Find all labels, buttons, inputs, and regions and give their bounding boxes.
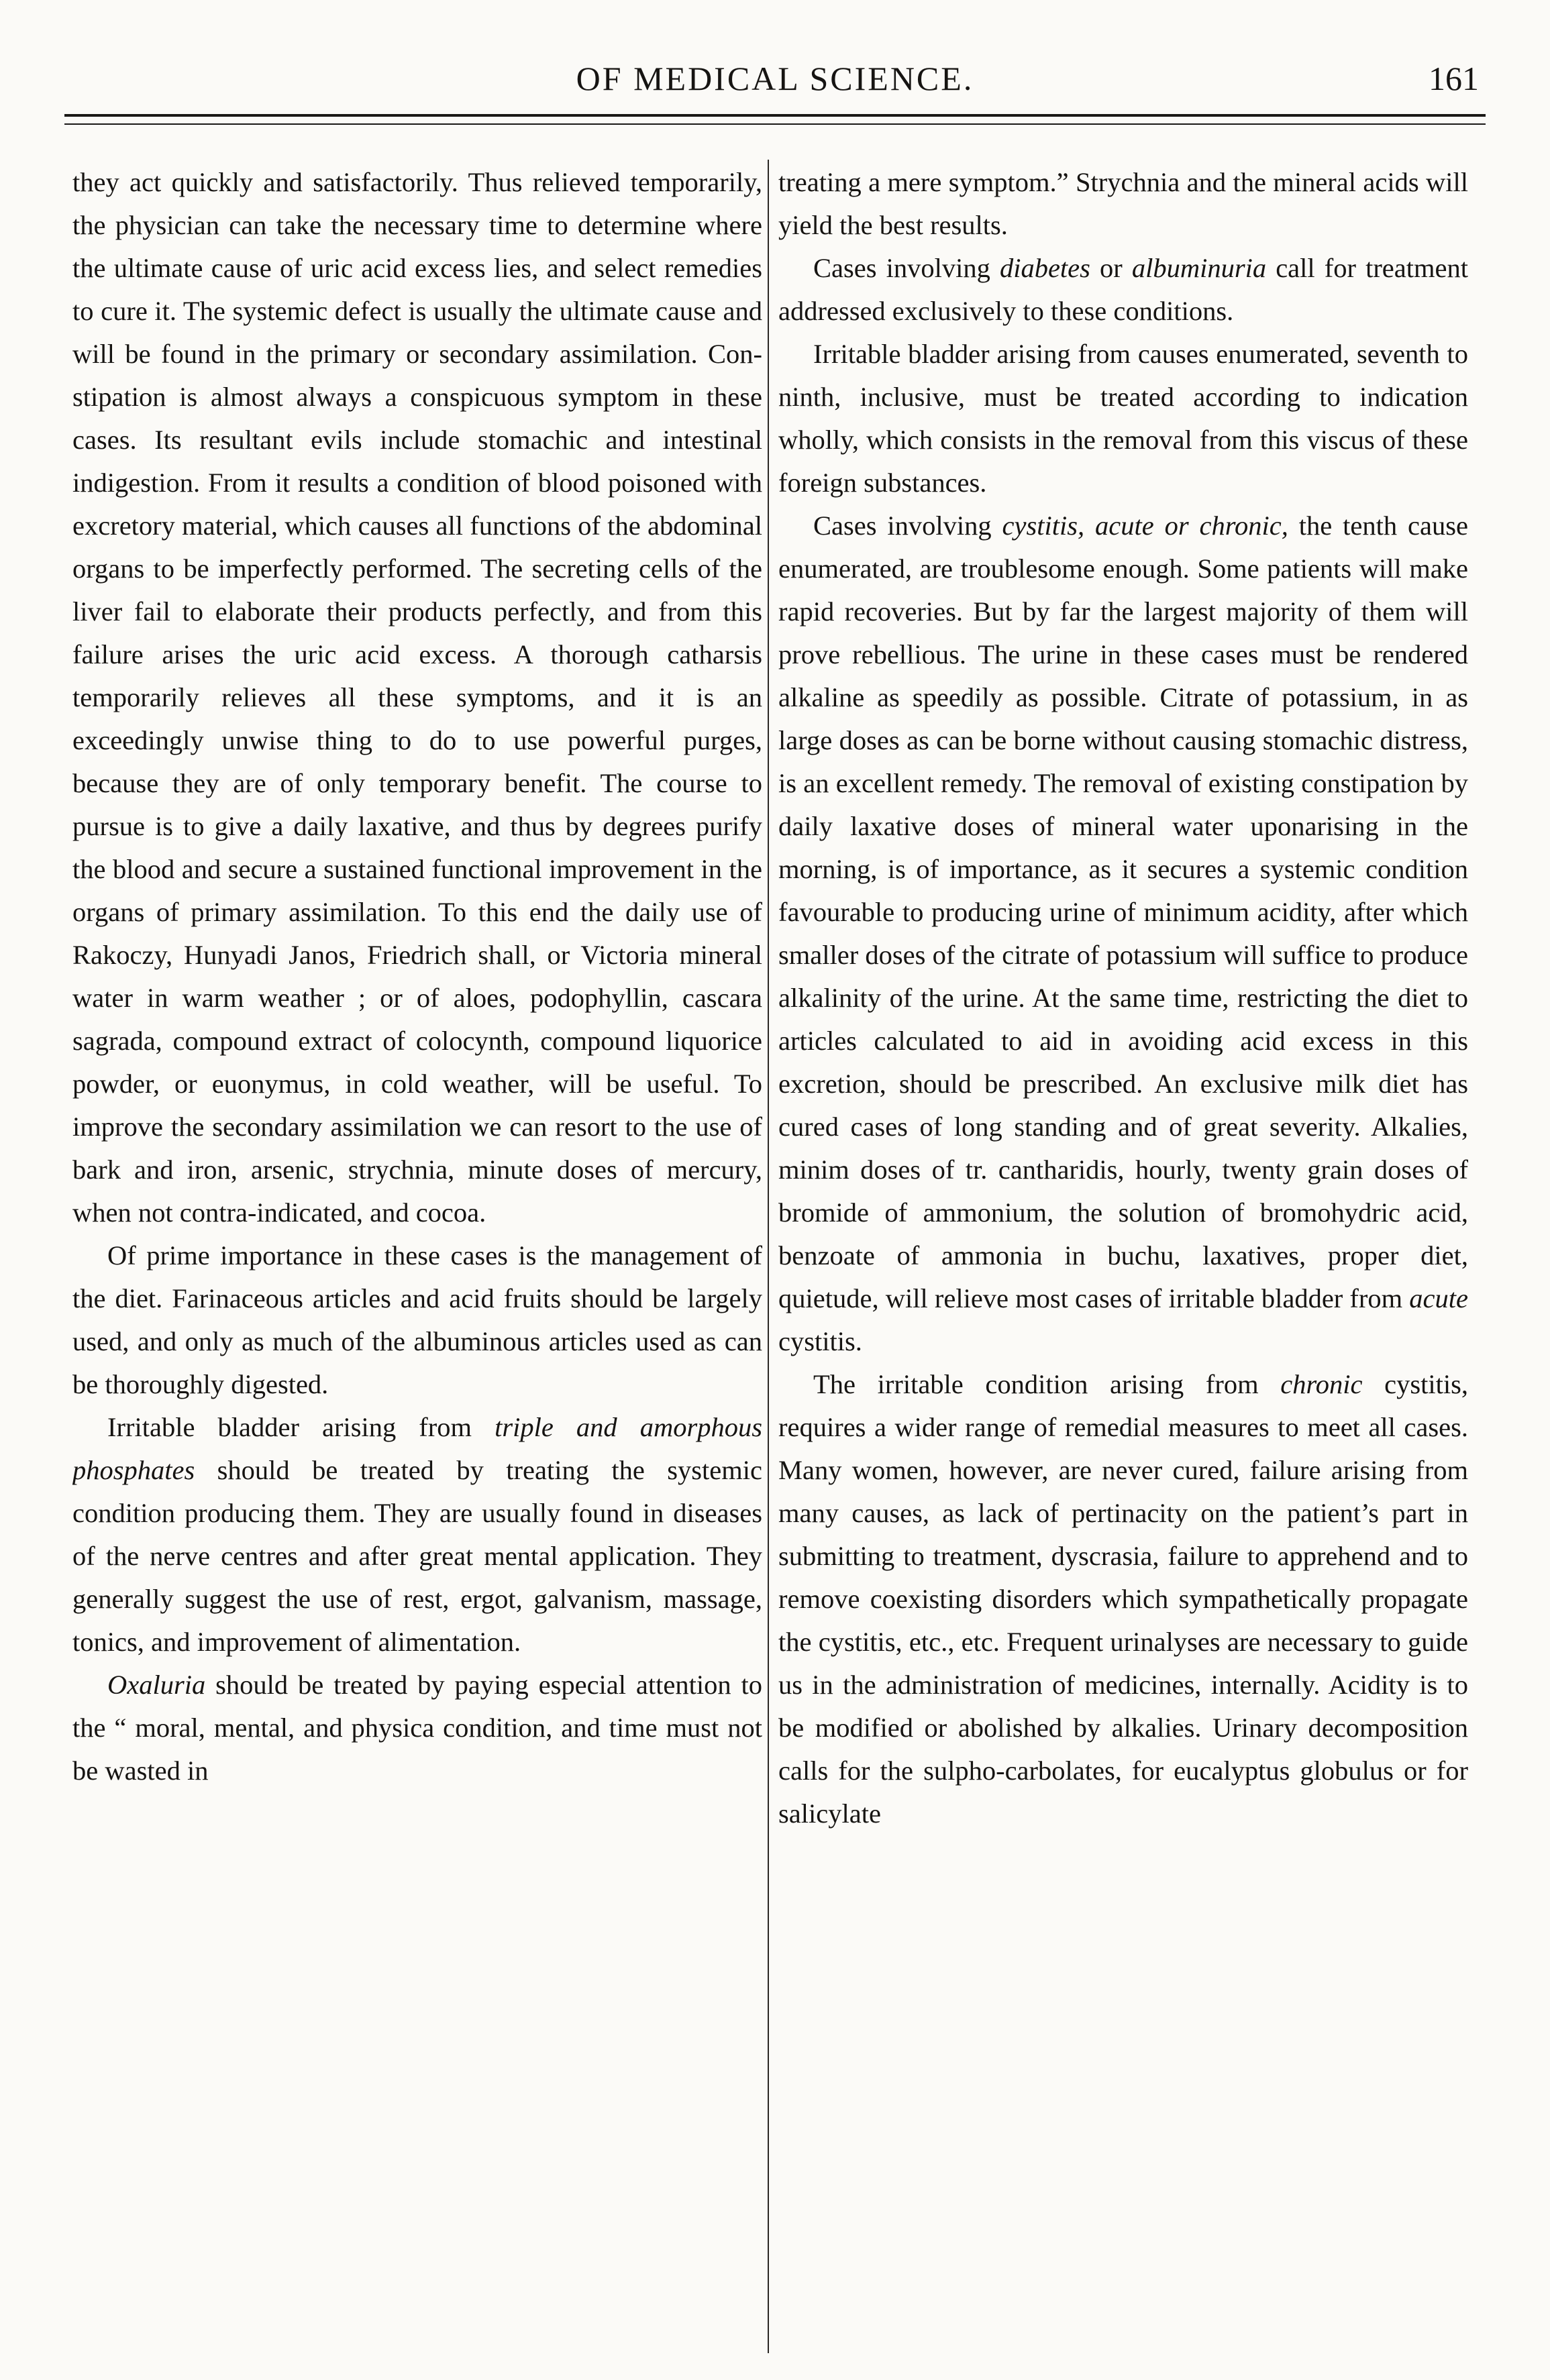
right-p5-text-a: The irritable condition arising from <box>813 1369 1281 1399</box>
right-p5-text-b: cystitis, requires a wider range of remedial measures to meet all cases. Many women, however, are never cured, failure arising from many causes, as lack of pertinacity on the patient’s part in submitting to treatment, dyscrasia, failure to apprehend and to remove coexisting disorders which sympathetically propagate the cystitis, etc., etc. Frequent urinalyses are necessary to guide us in the administration of medicines, internally. Acidity is to be modified or abolished by alkalies. Urinary decomposition calls for the sulpho-carbolates, for eucalyptus globulus or for salicylate <box>778 1369 1468 1829</box>
header-rule-thick <box>64 114 1486 117</box>
right-p2-text-a: Cases involving <box>813 253 1000 283</box>
right-paragraph-continued <box>778 161 1468 247</box>
right-p2-text-b: or <box>1090 253 1132 283</box>
left-paragraph-phosphates <box>72 1406 762 1664</box>
left-p1-text: they act quickly and satisfactorily. Thus relieved temporarily, the physician can take the necessary time to determine where the ultimate cause of uric acid excess lies, and select remedies to cure it. The systemic defect is usually the ultimate cause and will be found in the primary or secondary assimilation. Constipation is almost always a conspicuous symptom in these cases. Its resultant evils include stomachic and intestinal indigestion. From it results a condition of blood poisoned with excretory material, which causes all functions of the abdominal organs to be imperfectly performed. The secreting cells of the liver fail to elaborate their products perfectly, and from this failure arises the uric acid excess. A thorough catharsis temporarily relieves all these symptoms, and it is an exceedingly unwise thing to do to use powerful purges, because they are of only temporary benefit. The course to pursue is to give a daily laxative, and thus by degrees purify the blood and secure a sustained functional improvement in the organs of primary assimilation. To this end the daily use of Rakoczy, Hunyadi Janos, Friedrich shall, or Victoria mineral water in warm weather ; or of aloes, podophyllin, cascara sagrada, compound extract of colocynth, compound liquorice powder, or euonymus, in cold weather, will be useful. To improve the secondary assimilation we can resort to the use of bark and iron, arsenic, strychnia, minute doses of mercury, when not contra-indicated, and cocoa. <box>72 167 762 1228</box>
right-paragraph-diabetes <box>778 247 1468 333</box>
left-p2-text: Of prime importance in these cases is the management of the diet. Farinaceous articles and acid fruits should be largely used, and only as much of the albuminous articles used as can be thoroughly digested. <box>72 1240 762 1399</box>
right-paragraph-foreign-substances <box>778 333 1468 504</box>
header-rule-thin <box>64 123 1486 125</box>
left-p3-text-b: should be treated by treating the systemic condition producing them. They are usually found in diseases of the nerve centres and after great mental application. They generally suggest the use of rest, ergot, galvanism, massage, tonics, and improvement of alimentation. <box>72 1455 762 1657</box>
right-paragraph-chronic <box>778 1363 1468 1835</box>
left-p4-text: should be treated by paying especial attention to the “ moral, mental, and physica condition, and time must not be wasted in <box>72 1670 762 1786</box>
right-p4-text-a: Cases involving <box>813 510 1002 541</box>
right-p4-emphasis-acute: acute <box>1409 1283 1468 1313</box>
column-divider <box>768 160 769 2353</box>
running-head-title: OF MEDICAL SCIENCE. <box>576 60 974 97</box>
right-p4-emphasis: cystitis, acute or chronic, <box>1002 510 1288 541</box>
left-paragraph-continued <box>72 161 762 1234</box>
right-p3-text: Irritable bladder arising from causes enumerated, seventh to ninth, inclusive, must be treated according to indication wholly, which consists in the removal from this viscus of these foreign substances. <box>778 339 1468 498</box>
right-p2-emphasis-diabetes: diabetes <box>999 253 1090 283</box>
left-paragraph-oxaluria <box>72 1664 762 1792</box>
left-p3-emphasis: triple and amorphous phosphates <box>72 1412 762 1485</box>
left-column <box>72 161 762 2348</box>
left-p4-emphasis: Oxaluria <box>107 1670 206 1700</box>
left-p3-text-a: Irritable bladder arising from <box>107 1412 495 1442</box>
right-p2-text-c: call for treatment addressed exclusively to these conditions. <box>778 253 1468 326</box>
right-p5-emphasis: chronic <box>1280 1369 1363 1399</box>
page-number: 161 <box>1429 60 1479 97</box>
running-head <box>64 59 1486 106</box>
right-p2-emphasis-albuminuria: albuminuria <box>1131 253 1267 283</box>
right-p4-text-c: cystitis. <box>778 1326 862 1356</box>
right-paragraph-cystitis <box>778 504 1468 1363</box>
right-p4-text-b: the tenth cause enumerated, are troublesome enough. Some patients will make rapid recoveries. But by far the largest majority of them will prove rebellious. The urine in these cases must be rendered alkaline as speedily as possible. Citrate of potassium, in as large doses as can be borne without causing stomachic distress, is an excellent remedy. The removal of existing constipation by daily laxative doses of mineral water uponarising in the morning, is of importance, as it secures a systemic condition favourable to producing urine of minimum acidity, after which smaller doses of the citrate of potassium will suffice to produce alkalinity of the urine. At the same time, restricting the diet to articles calculated to aid in avoiding acid excess in this excretion, should be prescribed. An exclusive milk diet has cured cases of long standing and of great severity. Alkalies, minim doses of tr. cantharidis, hourly, twenty grain doses of bromide of ammonium, the solution of bromohydric acid, benzoate of ammonia in buchu, laxatives, proper diet, quietude, will relieve most cases of irritable bladder from <box>778 510 1468 1313</box>
left-paragraph-diet <box>72 1234 762 1406</box>
right-column <box>778 161 1468 2348</box>
right-p1-text: treating a mere symptom.” Strychnia and the mineral acids will yield the best results. <box>778 167 1468 240</box>
